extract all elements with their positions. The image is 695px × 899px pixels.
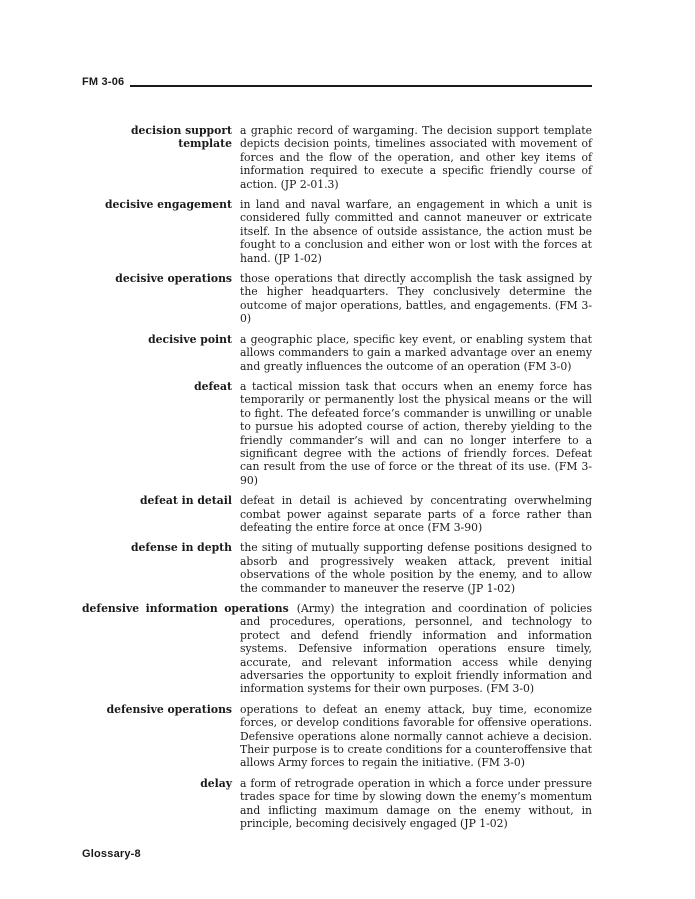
glossary-term: defeat	[194, 379, 232, 393]
glossary-entry	[82, 272, 592, 326]
glossary-term: decision support template	[131, 124, 232, 151]
glossary-term: decisive engagement	[105, 198, 232, 212]
page-header	[82, 76, 592, 88]
glossary-entry	[82, 703, 592, 770]
doc-id: FM 3-06	[82, 76, 125, 88]
glossary-entry	[82, 777, 592, 831]
glossary-definition: defeat in detail is achieved by concentrating overwhelming combat power against separate parts of a force rather than defeating the entire force at once (FM 3-90)	[240, 494, 592, 534]
glossary-list	[82, 124, 592, 838]
glossary-entry	[82, 541, 592, 595]
header-rule	[130, 85, 592, 87]
glossary-entry	[82, 494, 592, 534]
glossary-definition: (Army) the integration and coordination of policies and procedures, operations, personnel, and technology to protect and defend friendly information and information systems. Defensive information operations ensure timely, accurate, and relevant information access while denying adversaries the opportunity to exploit friendly information and information systems for their own purposes. (FM 3-0)	[240, 602, 592, 696]
glossary-term: decisive operations	[115, 272, 232, 286]
glossary-definition: a form of retrograde operation in which a force under pressure trades space for time by slowing down the enemy’s momentum and inflicting maximum damage on the enemy without, in principle, becoming decisively engaged (JP 1-02)	[240, 776, 592, 831]
glossary-term: decisive point	[148, 332, 232, 346]
glossary-term: defense in depth	[130, 541, 232, 555]
glossary-definition: in land and naval warfare, an engagement in which a unit is considered fully committed and cannot maneuver or extricate itself. In the absence of outside assistance, the action must be fought to a conclusion and either won or lost with the forces at hand. (JP 1-02)	[240, 198, 592, 265]
glossary-definition: the siting of mutually supporting defense positions designed to absorb and progressively weaken attack, prevent initial observations of the whole position by the enemy, and to allow the commander to maneuver the reserve (JP 1-02)	[240, 541, 592, 595]
glossary-term: defensive operations	[106, 702, 232, 716]
glossary-definition: a geographic place, specific key event, or enabling system that allows commanders to gain a marked advantage over an enemy and greatly influences the outcome of an operation (FM 3-0)	[240, 332, 592, 373]
glossary-entry	[82, 333, 592, 373]
glossary-term: delay	[200, 776, 232, 790]
glossary-definition: a graphic record of wargaming. The decision support template depicts decision points, timelines associated with movement of forces and the flow of the operation, and other key items of information required to execute a specific friendly course of action. (JP 2-01.3)	[240, 124, 592, 191]
glossary-entry	[82, 124, 592, 191]
glossary-definition: a tactical mission task that occurs when an enemy force has temporarily or permanently lost the physical means or the will to fight. The defeated force’s commander is unwilling or unable to pursue his adopted course of action, thereby yielding to the friendly commander’s will and can no longer interfere to a significant degree with the actions of friendly forces. Defeat can result from the use of force or the threat of its use. (FM 3-90)	[240, 379, 592, 487]
glossary-term: defeat in detail	[140, 494, 232, 508]
glossary-definition: those operations that directly accomplish the task assigned by the higher headquarters. They conclusively determine the outcome of major operations, battles, and engagements. (FM 3-0)	[240, 272, 592, 326]
glossary-entry	[82, 198, 592, 265]
glossary-entry	[82, 602, 592, 696]
glossary-entry	[82, 380, 592, 487]
page-number-label: Glossary-8	[82, 848, 141, 860]
glossary-definition: operations to defeat an enemy attack, buy time, economize forces, or develop conditions favorable for offensive operations. Defensive operations alone normally cannot achieve a decision. Their purpose is to create conditions for a counteroffensive that allows Army forces to regain the initiative. (FM 3-0)	[240, 702, 592, 770]
glossary-term: defensive information operations	[82, 602, 289, 615]
page-footer	[82, 848, 141, 860]
